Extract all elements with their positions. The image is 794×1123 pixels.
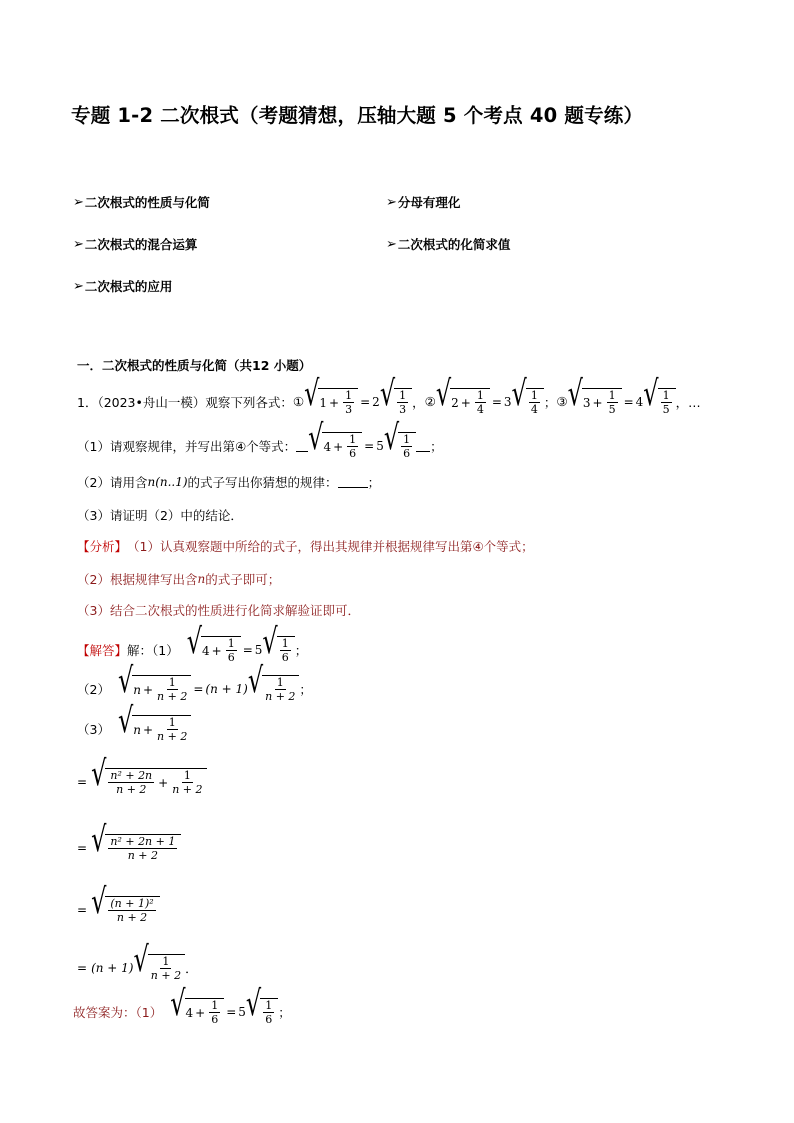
arrow-icon: ➢ [73, 236, 84, 252]
topic-label: 分母有理化 [397, 195, 461, 210]
solution-step-1 [77, 752, 207, 796]
question-1-part-3: （3）请证明（2）中的结论． [77, 508, 243, 523]
analysis-line-3: （3）结合二次根式的性质进行化简求解验证即可． [77, 603, 360, 618]
step-4-math: = (n + 1) √ $\frac{1}{n + 2}$ [77, 954, 185, 981]
equation-2: √ 2 + $\frac{1}{4}$ = 3 √ $\frac{1}{4}$ [436, 388, 544, 415]
arrow-icon: ➢ [386, 236, 397, 252]
section-heading: 一．二次根式的性质与化简（共12 小题） [77, 358, 312, 373]
question-1-part-1: （1）请观察规律，并写出第④个等式： √ 4 + $\frac{1}{6}$ = 5 √ $\frac{1}{6}$ ； [77, 416, 443, 460]
answer-blank [296, 440, 308, 452]
solution-tag: 【解答】 [77, 642, 128, 658]
topic-label: 二次根式的性质与化简 [84, 195, 210, 210]
solution-line-3: （3） √ n + $\frac{1}{n + 2}$ [77, 715, 191, 742]
topic-item-simplify-evaluate[interactable] [386, 235, 510, 253]
topic-label: 二次根式的化简求值 [397, 237, 511, 252]
solution-step-2 [77, 818, 181, 862]
solution-equation-2: √ n + $\frac{1}{n + 2}$ = (n + 1) √ $\frac{1}{n + 2}$ [118, 675, 299, 702]
answer-blank [416, 440, 430, 452]
marker-2: ② [424, 394, 436, 409]
analysis-tag: 【分析】 [77, 539, 128, 554]
question-prefix: 1．（2023•舟山一模）观察下列各式： [77, 394, 293, 410]
arrow-icon: ➢ [73, 194, 84, 210]
marker-3: ③ [556, 394, 568, 409]
solution-line-1: 【解答】 解：（1） √ 4 + $\frac{1}{6}$ = 5 √ $\frac{1}{6}$ ； [77, 620, 308, 664]
answer-line: 故答案为：（1） √ 4 + $\frac{1}{6}$ = 5 √ $\frac{1}{6}$ ； [73, 982, 291, 1026]
solution-step-3 [77, 880, 160, 924]
step-3-math: = √ $\frac{\text{(n + 1)²}}{n + 2}$ [77, 896, 160, 923]
equation-1: √ 1 + $\frac{1}{3}$ = 2 √ $\frac{1}{3}$ [304, 388, 412, 415]
analysis-line-1: 【分析】 （1）认真观察题中所给的式子，得出其规律并根据规律写出第④个等式； [77, 539, 534, 554]
topic-label: 二次根式的混合运算 [84, 237, 198, 252]
marker-1: ① [292, 394, 305, 409]
solution-step-0: √ n + $\frac{1}{n + 2}$ [118, 715, 191, 742]
arrow-icon: ➢ [386, 194, 397, 210]
answer-blank [338, 476, 368, 488]
question-1-stem: 1．（2023•舟山一模）观察下列各式： ① √ 1 + $\frac{1}{3}$ = 2 √ $\frac{1}{3}$ ， ② √ 2 + $\frac{1}{4}$ = 3 √ $\frac{1}{4}$ ； ③ √ 3 + $\frac{1}{5}$ = 4 √ $\frac{1}{5}$ ，… [77, 372, 701, 416]
answer-equation: √ 4 + $\frac{1}{6}$ = 5 √ $\frac{1}{6}$ [170, 998, 278, 1025]
topic-item-application[interactable] [73, 277, 172, 295]
solution-step-4: = (n + 1) √ $\frac{1}{n + 2}$ ． [77, 938, 198, 982]
question-1-part-2: （2）请用含 n (n..1) 的式子写出你猜想的规律： ； [77, 475, 381, 490]
equation-3: √ 3 + $\frac{1}{5}$ = 4 √ $\frac{1}{5}$ [568, 388, 676, 415]
step-2-math: = √ $\frac{\text{n² + 2n + 1}}{n + 2}$ [77, 834, 181, 861]
analysis-line-2: （2）根据规律写出含 n 的式子即可； [77, 572, 281, 587]
topic-item-mixed-ops[interactable] [73, 235, 197, 253]
page-title: 专题 1-2 二次根式（考题猜想，压轴大题 5 个考点 40 题专练） [71, 104, 644, 127]
topic-item-properties[interactable] [73, 193, 210, 211]
topic-item-rationalize[interactable] [386, 193, 460, 211]
equation-4: √ 4 + $\frac{1}{6}$ = 5 √ $\frac{1}{6}$ [308, 432, 416, 459]
solution-equation-1: √ 4 + $\frac{1}{6}$ = 5 √ $\frac{1}{6}$ [187, 636, 295, 663]
solution-line-2: （2） √ n + $\frac{1}{n + 2}$ = (n + 1) √ $\frac{1}{n + 2}$ ； [77, 659, 312, 703]
arrow-icon: ➢ [73, 278, 84, 294]
topic-label: 二次根式的应用 [84, 279, 173, 294]
step-1-math: = √ $\frac{\text{n² + 2n}}{n + 2}$ + $\frac{1}{n + 2}$ [77, 768, 207, 795]
